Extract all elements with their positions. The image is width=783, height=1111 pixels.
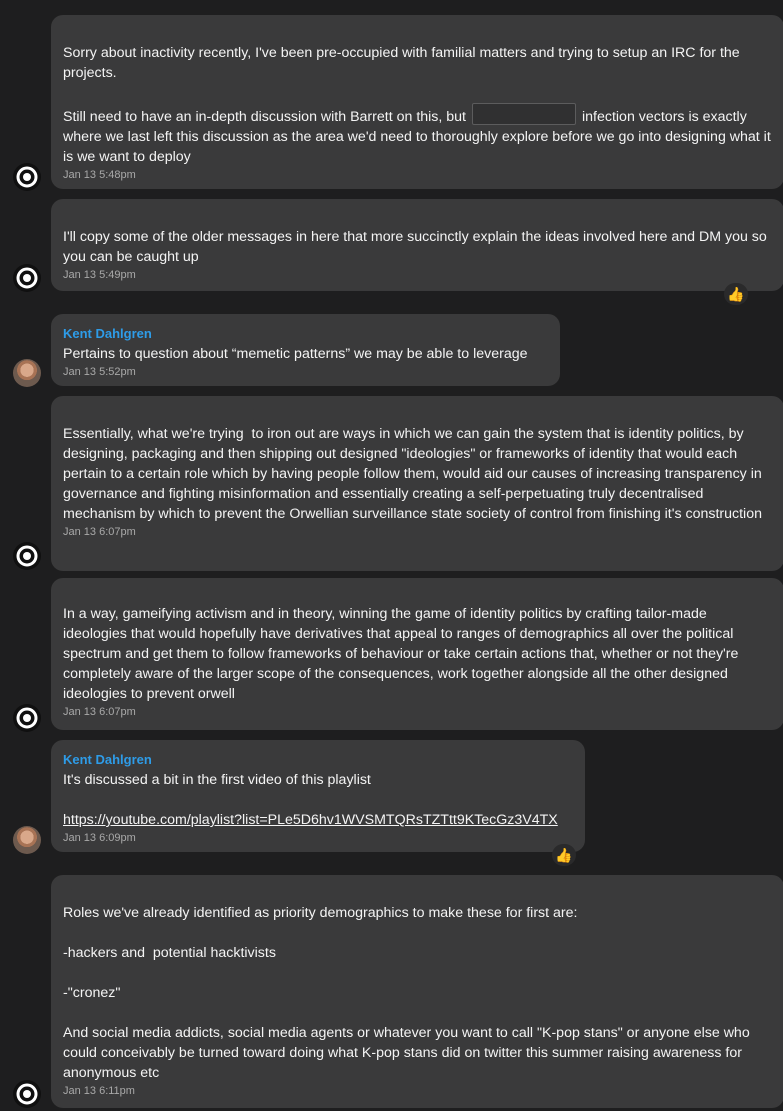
anonymous-mask-icon[interactable] (13, 542, 41, 570)
message-text: In a way, gameifying activism and in theory, winning the game of identity politics by crafting tailor-made ideologies that would hopefully have derivatives that appeal to ranges of demographics all over the political spectrum and get them to follow frameworks of behaviour or take certain actions that, whether or not they're completely aware of the larger scope of the consequences, work together alongside all the other designed ideologies to prevent orwell (63, 606, 743, 702)
message-bubble (51, 740, 585, 852)
anonymous-mask-icon[interactable] (13, 163, 41, 191)
message-timestamp: Jan 13 5:48pm (63, 169, 136, 181)
anonymous-mask-icon[interactable] (13, 1080, 41, 1108)
avatar[interactable] (13, 359, 41, 387)
message-timestamp: Jan 13 5:52pm (63, 366, 136, 378)
thumbs-up-reaction[interactable]: 👍 (724, 283, 748, 305)
message-timestamp: Jan 13 6:07pm (63, 706, 136, 718)
message-bubble (51, 15, 783, 189)
message-text: Roles we've already identified as priority demographics to make these for first are: -hackers and potential hacktivists -"cronez" And social media addicts, social media agents or whatever you want to call "K-pop stans" or anyone else who could conceivably be turned toward doing what K-pop stans did on twitter this summer raising awareness for anonymous etc (63, 905, 754, 1081)
message-text: I'll copy some of the older messages in here that more succinctly explain the ideas involved here and DM you so you can be caught up (63, 229, 771, 265)
message-timestamp: Jan 13 5:49pm (63, 269, 136, 281)
redacted-block (472, 103, 576, 125)
message-bubble (51, 578, 783, 730)
message-timestamp: Jan 13 6:11pm (63, 1085, 135, 1097)
message-text: Sorry about inactivity recently, I've been pre-occupied with familial matters and trying to setup an IRC for the projects. Still need to have an in-depth discussion with Barrett on this, but infection vectors is exactly where we last left this discussion as the area we'd need to thoroughly explore before we go into designing what it is we want to deploy (63, 45, 775, 165)
anonymous-mask-icon[interactable] (13, 704, 41, 732)
message-timestamp: Jan 13 6:09pm (63, 832, 136, 844)
sender-name[interactable]: Kent Dahlgren (63, 752, 152, 767)
message-bubble (51, 199, 783, 291)
avatar[interactable] (13, 826, 41, 854)
message-bubble (51, 314, 560, 386)
playlist-link[interactable]: https://youtube.com/playlist?list=PLe5D6hv1WVSMTQRsTZTtt9KTecGz3V4TX (63, 812, 558, 828)
sender-name[interactable]: Kent Dahlgren (63, 326, 152, 341)
message-bubble (51, 875, 783, 1108)
message-bubble (51, 396, 783, 571)
message-text: Essentially, what we're trying to iron out are ways in which we can gain the system that is identity politics, by designing, packaging and then shipping out designed "ideologies" or frameworks of identity that would each pertain to a certain role which by having people follow them, would aid our causes of increasing transparency in governance and fighting misinformation and essentially creating a self-perpetuating truly decentralised mechanism by which to prevent the Orwellian surveillance state society of control from finishing it's construction (63, 426, 766, 522)
anonymous-mask-icon[interactable] (13, 264, 41, 292)
message-text: It's discussed a bit in the first video of this playlist https://youtube.com/playlist?list=PLe5D6hv1WVSMTQRsTZTtt9KTecGz3V4TX (63, 772, 558, 828)
message-text: Pertains to question about “memetic patterns” we may be able to leverage (63, 346, 528, 362)
thumbs-up-reaction[interactable]: 👍 (552, 844, 576, 866)
message-timestamp: Jan 13 6:07pm (63, 526, 136, 538)
